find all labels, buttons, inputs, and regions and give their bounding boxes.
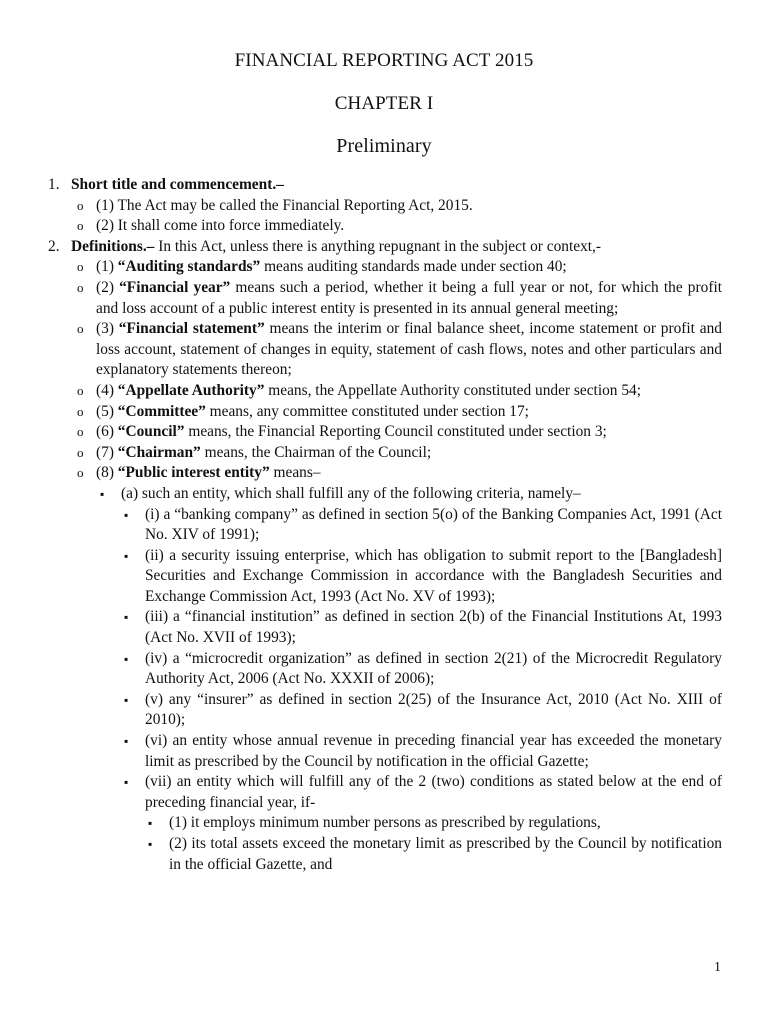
definition-body: means, any committee constituted under section 17; (205, 402, 529, 420)
subsection-text: (1) The Act may be called the Financial Reporting Act, 2015. (96, 196, 473, 214)
definition-text (96, 381, 722, 402)
definition-number: (6) (96, 423, 118, 441)
circle-bullet-icon: o (77, 279, 84, 295)
definition-number: (3) (96, 320, 119, 338)
definition-item (0, 443, 768, 464)
definition-number: (7) (96, 443, 118, 461)
criteria-text: (i) a “banking company” as defined in section 5(o) of the Banking Companies Act, 1991 (Act No. XIV of 1991); (145, 505, 722, 544)
square-bullet-icon: ▪ (124, 507, 129, 522)
square-bullet-icon: ▪ (148, 837, 153, 851)
definition-term: “Committee” (117, 402, 206, 420)
section-2 (0, 237, 768, 258)
square-bullet-icon: ▪ (124, 651, 129, 666)
circle-bullet-icon: o (77, 321, 84, 337)
definition-term: “Financial statement” (118, 320, 265, 338)
section-1 (0, 175, 768, 196)
chapter-heading: CHAPTER I (334, 93, 434, 114)
definition-item (0, 319, 768, 381)
circle-bullet-icon: o (77, 259, 84, 275)
subsection-text: (2) It shall come into force immediately. (96, 217, 345, 235)
square-bullet-icon: ▪ (100, 486, 105, 501)
condition-text: (1) it employs minimum number persons as prescribed by regulations, (169, 814, 601, 832)
square-bullet-icon: ▪ (124, 610, 129, 625)
definition-number: (1) (96, 258, 118, 276)
definition-item (0, 278, 768, 319)
clause-text: (a) such an entity, which shall fulfill any of the following criteria, namely– (121, 484, 581, 502)
section-number: 1. (48, 176, 60, 193)
definition-body: means, the Appellate Authority constituted under section 54; (264, 381, 642, 399)
section-text (71, 175, 722, 196)
condition-text: (2) its total assets exceed the monetary limit as prescribed by the Council by notification in the official Gazette, and (169, 835, 722, 873)
definition-text (96, 443, 722, 464)
definition-term: “Financial year” (119, 278, 231, 296)
circle-bullet-icon: o (77, 424, 84, 440)
page-number: 1 (714, 960, 721, 975)
circle-bullet-icon: o (77, 465, 84, 481)
section-heading: Short title and commencement.– (71, 176, 284, 193)
circle-bullet-icon: o (77, 444, 84, 460)
definition-number: (8) (96, 464, 118, 482)
square-bullet-icon: ▪ (124, 548, 129, 563)
list-item (0, 216, 768, 237)
act-title: FINANCIAL REPORTING ACT 2015 (234, 50, 534, 71)
definition-term: “Council” (117, 423, 185, 441)
criteria-item (0, 772, 768, 813)
definition-body: means, the Chairman of the Council; (200, 443, 432, 461)
definition-text (96, 402, 722, 423)
circle-bullet-icon: o (77, 382, 84, 398)
definition-body: means– (269, 464, 321, 482)
definition-text (96, 257, 722, 278)
list-item (0, 196, 768, 217)
condition-item (0, 834, 768, 875)
criteria-text: (ii) a security issuing enterprise, which has obligation to submit report to the [Bangladesh] Securities and Exchange Commission in accordance with the Bangladesh Securities and Exchange Commission Act, 1993 (Act No. XV of 1993); (145, 546, 722, 605)
criteria-text: (vii) an entity which will fulfill any of the 2 (two) conditions as stated below at the end of preceding financial year, if- (145, 773, 722, 811)
criteria-text: (vi) an entity whose annual revenue in preceding financial year has exceeded the monetary limit as prescribed by the Council by notification in the official Gazette; (145, 732, 722, 770)
definition-term: “Auditing standards” (117, 258, 261, 276)
criteria-item (0, 546, 768, 608)
definition-term: “Appellate Authority” (117, 381, 265, 399)
criteria-item (0, 649, 768, 690)
definition-item (0, 381, 768, 402)
criteria-text: (v) any “insurer” as defined in section 2(25) of the Insurance Act, 2010 (Act No. XIII of 2010); (145, 690, 722, 729)
criteria-text: (iv) a “microcredit organization” as defined in section 2(21) of the Microcredit Regulatory Authority Act, 2006 (Act No. XXXII of 2006); (145, 649, 722, 688)
definition-item (0, 422, 768, 443)
definition-term: “Public interest entity” (117, 464, 270, 482)
clause-item (0, 484, 768, 505)
definition-item (0, 463, 768, 484)
section-heading: Definitions.– (71, 237, 155, 255)
definition-item (0, 402, 768, 423)
definition-body: means the interim or final balance sheet, income statement or profit and loss account, statement of changes in equity, statement of cash flows, notes and other particulars and explanatory statements thereon; (96, 320, 722, 379)
section-number: 2. (48, 237, 60, 255)
criteria-text: (iii) a “financial institution” as defined in section 2(b) of the Financial Institutions At, 1993 (Act No. XVII of 1993); (145, 608, 722, 647)
definition-text (96, 278, 722, 319)
criteria-item (0, 731, 768, 772)
circle-bullet-icon: o (77, 218, 84, 234)
definition-text (96, 422, 722, 443)
circle-bullet-icon: o (77, 403, 84, 419)
square-bullet-icon: ▪ (148, 816, 153, 831)
criteria-item (0, 607, 768, 648)
definition-number: (2) (96, 278, 120, 296)
definition-body: means such a period, whether it being a full year or not, for which the profit and loss account of a public interest entity is presented in its annual general meeting; (96, 278, 722, 317)
definition-number: (5) (96, 402, 118, 420)
circle-bullet-icon: o (77, 197, 84, 213)
section-intro: In this Act, unless there is anything repugnant in the subject or context,- (154, 237, 602, 255)
definition-number: (4) (96, 381, 118, 399)
definition-text (96, 463, 722, 484)
definition-body: means, the Financial Reporting Council constituted under section 3; (184, 423, 607, 441)
criteria-item (0, 505, 768, 546)
condition-item (0, 813, 768, 834)
definition-item (0, 257, 768, 278)
square-bullet-icon: ▪ (124, 775, 129, 790)
criteria-item (0, 690, 768, 731)
section-text (71, 237, 722, 258)
definition-text (96, 319, 722, 381)
definition-term: “Chairman” (117, 443, 201, 461)
document-body (0, 175, 768, 875)
square-bullet-icon: ▪ (124, 692, 129, 707)
square-bullet-icon: ▪ (124, 734, 129, 749)
definition-body: means auditing standards made under section 40; (260, 258, 567, 276)
part-heading: Preliminary (336, 135, 432, 157)
